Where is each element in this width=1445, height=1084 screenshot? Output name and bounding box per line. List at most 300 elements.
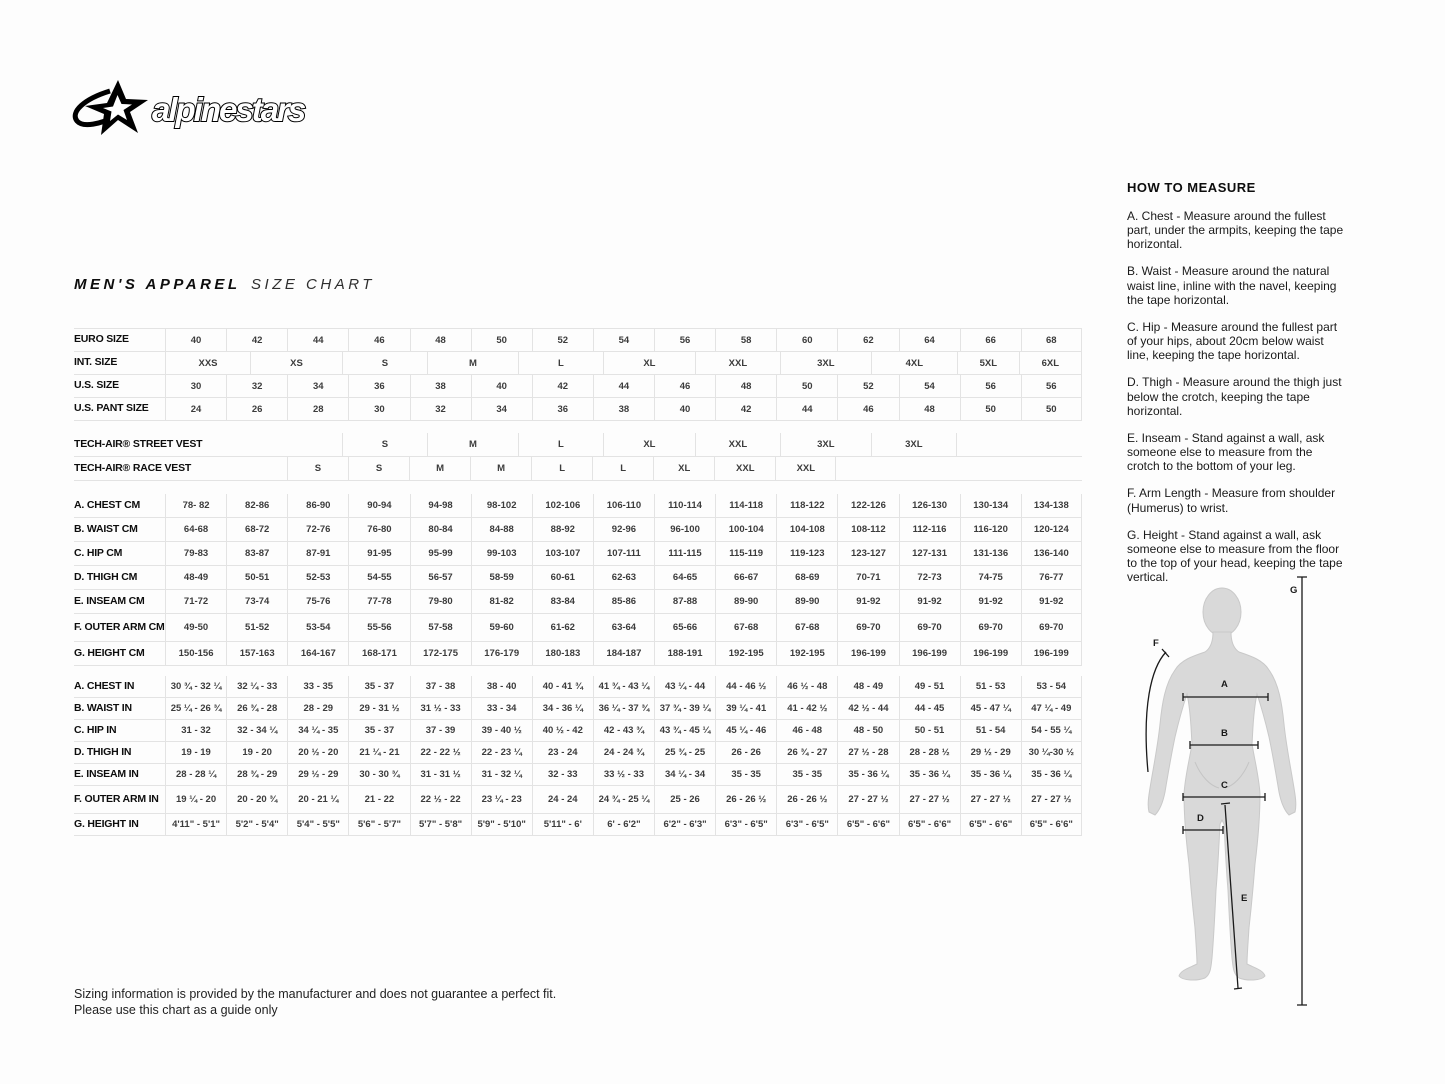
value-cell: 54	[899, 375, 960, 397]
row-label-tech-air-race-vest: TECH-AIR® RACE VEST	[74, 461, 192, 474]
row-label-g-height-in: G. HEIGHT IN	[74, 817, 139, 830]
value-cell: 89-90	[715, 590, 776, 613]
label-thigh: D	[1197, 813, 1204, 824]
value-cell: 91-92	[1021, 590, 1082, 613]
value-cell: 26 - 26 ½	[715, 786, 776, 813]
value-cell: 63-64	[593, 614, 654, 641]
value-cell: XS	[250, 352, 342, 374]
value-cell: 76-80	[348, 518, 409, 541]
value-cell: 123-127	[837, 542, 898, 565]
table-block-tech-air-vests	[74, 433, 1082, 481]
value-cell: 67-68	[715, 614, 776, 641]
how-to-measure-panel	[1127, 180, 1345, 597]
row-values	[165, 814, 1082, 835]
value-cell: 91-92	[960, 590, 1021, 613]
row-label-u-s-pant-size: U.S. PANT SIZE	[74, 402, 149, 415]
value-cell: 119-123	[776, 542, 837, 565]
value-cell: 180-183	[532, 642, 593, 665]
value-cell: 78- 82	[165, 494, 226, 517]
logo-wordmark: alpinestars	[152, 91, 305, 128]
row-label-f-outer-arm-cm: F. OUTER ARM CM	[74, 620, 165, 633]
table-row-tech-air-race-vest	[74, 457, 1082, 481]
label-hip: C	[1221, 780, 1228, 791]
value-cell: 52-53	[287, 566, 348, 589]
table-row-f-outer-arm-cm	[74, 614, 1082, 642]
value-cell: 46	[348, 329, 409, 351]
figure-head	[1203, 588, 1241, 636]
value-cell: S	[287, 457, 348, 480]
measure-instruction-e: E. Inseam - Stand against a wall, ask someone else to measure from the crotch to the bottom of your leg.	[1127, 430, 1325, 474]
value-cell: 40 ½ - 42	[532, 720, 593, 741]
table-block-measurements-cm	[74, 494, 1082, 666]
value-cell: 110-114	[654, 494, 715, 517]
value-cell: 37 ¾ - 39 ¼	[654, 698, 715, 719]
value-cell: 40 - 41 ¾	[532, 676, 593, 697]
value-cell: 20 ½ - 20	[287, 742, 348, 763]
value-cell: 35 - 36 ¼	[899, 764, 960, 785]
table-row-int-size	[74, 352, 1082, 375]
value-cell: 130-134	[960, 494, 1021, 517]
value-cell: 58-59	[471, 566, 532, 589]
value-cell: 60-61	[532, 566, 593, 589]
value-cell: 52	[837, 375, 898, 397]
value-cell: 44	[287, 329, 348, 351]
label-inseam: E	[1241, 893, 1248, 904]
table-row-d-thigh-in	[74, 742, 1082, 764]
value-cell: 19 - 19	[165, 742, 226, 763]
value-cell: 5'11" - 6'	[532, 814, 593, 835]
value-cell: 79-80	[410, 590, 471, 613]
value-cell: L	[518, 433, 603, 456]
value-cell: 66-67	[715, 566, 776, 589]
value-cell: 24 - 24	[532, 786, 593, 813]
value-cell: 44	[593, 375, 654, 397]
row-values	[165, 329, 1082, 351]
value-cell: 46	[837, 398, 898, 420]
measure-instruction-g: G. Height - Stand against a wall, ask someone else to measure from the floor to the top of your head, keeping the tape vertical.	[1127, 527, 1343, 585]
row-label-d-thigh-cm: D. THIGH CM	[74, 570, 138, 583]
value-cell: 30 - 30 ¾	[348, 764, 409, 785]
value-cell: 32 ¼ - 33	[226, 676, 287, 697]
value-cell: 126-130	[899, 494, 960, 517]
value-cell: 36 ¼ - 37 ¾	[593, 698, 654, 719]
alpinestars-logo	[70, 78, 330, 140]
value-cell: 112-116	[899, 518, 960, 541]
value-cell: 62	[837, 329, 898, 351]
value-cell: 3XL	[780, 433, 871, 456]
value-cell: 40	[165, 329, 226, 351]
value-cell: XXS	[165, 352, 250, 374]
row-values	[165, 742, 1082, 763]
value-cell: 89-90	[776, 590, 837, 613]
value-cell: 196-199	[960, 642, 1021, 665]
value-cell: 35 - 36 ¼	[837, 764, 898, 785]
value-cell: 53-54	[287, 614, 348, 641]
table-row-u-s-pant-size	[74, 398, 1082, 421]
value-cell: 69-70	[837, 614, 898, 641]
value-cell: 34	[471, 398, 532, 420]
height-line	[1297, 577, 1307, 1005]
value-cell: 46	[654, 375, 715, 397]
value-cell: 57-58	[410, 614, 471, 641]
empty-cell	[957, 433, 1082, 456]
value-cell: 106-110	[593, 494, 654, 517]
value-cell: 6'3" - 6'5"	[715, 814, 776, 835]
measure-instruction-b: B. Waist - Measure around the natural waist line, inline with the navel, keeping the tape horizontal.	[1127, 264, 1337, 307]
value-cell: 35 - 36 ¼	[1021, 764, 1082, 785]
measure-instruction-d: D. Thigh - Measure around the thigh just below the crotch, keeping the tape horizontal.	[1127, 375, 1342, 418]
value-cell: L	[592, 457, 653, 480]
value-cell: 73-74	[226, 590, 287, 613]
value-cell: 83-87	[226, 542, 287, 565]
value-cell: 68-69	[776, 566, 837, 589]
value-cell: 100-104	[715, 518, 776, 541]
value-cell: 22 ½ - 22	[410, 786, 471, 813]
value-cell: 31 - 32	[165, 720, 226, 741]
value-cell: L	[531, 457, 592, 480]
table-row-g-height-in	[74, 814, 1082, 836]
how-to-measure-heading: HOW TO MEASURE	[1127, 180, 1256, 195]
value-cell: 38	[410, 375, 471, 397]
value-cell: 164-167	[287, 642, 348, 665]
value-cell: 69-70	[1021, 614, 1082, 641]
value-cell: 5XL	[957, 352, 1019, 374]
value-cell: M	[409, 457, 470, 480]
value-cell: 48	[715, 375, 776, 397]
empty-cell	[165, 457, 287, 480]
value-cell: 116-120	[960, 518, 1021, 541]
value-cell: 44 - 46 ½	[715, 676, 776, 697]
value-cell: 98-102	[471, 494, 532, 517]
value-cell: 26 - 26 ½	[776, 786, 837, 813]
value-cell: 50-51	[226, 566, 287, 589]
value-cell: 77-78	[348, 590, 409, 613]
value-cell: 62-63	[593, 566, 654, 589]
value-cell: 54-55	[348, 566, 409, 589]
value-cell: 30	[348, 398, 409, 420]
value-cell: 68-72	[226, 518, 287, 541]
label-arm: F	[1153, 638, 1159, 649]
value-cell: 39 ¼ - 41	[715, 698, 776, 719]
value-cell: 45 ¼ - 46	[715, 720, 776, 741]
value-cell: 84-88	[471, 518, 532, 541]
value-cell: M	[427, 352, 518, 374]
value-cell: XXL	[695, 433, 780, 456]
value-cell: 88-92	[532, 518, 593, 541]
value-cell: 69-70	[899, 614, 960, 641]
value-cell: 26 ¾ - 28	[226, 698, 287, 719]
value-cell: M	[427, 433, 518, 456]
row-label-int-size: INT. SIZE	[74, 356, 118, 369]
value-cell: 35 - 35	[715, 764, 776, 785]
value-cell: 47 ¼ - 49	[1021, 698, 1082, 719]
value-cell: 134-138	[1021, 494, 1082, 517]
empty-cell	[165, 433, 342, 456]
disclaimer-line-1: Sizing information is provided by the manufacturer and does not guarantee a perfect fit.	[74, 987, 557, 1001]
value-cell: 60	[776, 329, 837, 351]
value-cell: 54	[593, 329, 654, 351]
value-cell: 30	[165, 375, 226, 397]
value-cell: 26 ¾ - 27	[776, 742, 837, 763]
table-row-f-outer-arm-in	[74, 786, 1082, 814]
value-cell: 188-191	[654, 642, 715, 665]
value-cell: 82-86	[226, 494, 287, 517]
value-cell: 25 - 26	[654, 786, 715, 813]
value-cell: S	[348, 457, 409, 480]
value-cell: 36	[532, 398, 593, 420]
value-cell: 32	[226, 375, 287, 397]
label-chest: A	[1221, 679, 1228, 690]
row-label-g-height-cm: G. HEIGHT CM	[74, 646, 145, 659]
table-block-measurements-in	[74, 676, 1082, 836]
value-cell: 37 - 39	[410, 720, 471, 741]
value-cell: 66	[960, 329, 1021, 351]
value-cell: 111-115	[654, 542, 715, 565]
value-cell: 114-118	[715, 494, 776, 517]
value-cell: 192-195	[776, 642, 837, 665]
value-cell: 48	[899, 398, 960, 420]
value-cell: 24 - 24 ¾	[593, 742, 654, 763]
value-cell: 42 ½ - 44	[837, 698, 898, 719]
value-cell: 24	[165, 398, 226, 420]
value-cell: 61-62	[532, 614, 593, 641]
value-cell: 108-112	[837, 518, 898, 541]
value-cell: 87-88	[654, 590, 715, 613]
value-cell: 196-199	[1021, 642, 1082, 665]
value-cell: 5'9" - 5'10"	[471, 814, 532, 835]
row-label-b-waist-cm: B. WAIST CM	[74, 522, 138, 535]
value-cell: 6'5" - 6'6"	[899, 814, 960, 835]
value-cell: 30 ¾ - 32 ¼	[165, 676, 226, 697]
value-cell: 172-175	[410, 642, 471, 665]
value-cell: 35 - 37	[348, 676, 409, 697]
value-cell: 65-66	[654, 614, 715, 641]
row-values	[165, 457, 1082, 480]
value-cell: 27 - 27 ½	[960, 786, 1021, 813]
value-cell: 54 - 55 ¼	[1021, 720, 1082, 741]
value-cell: 27 - 27 ½	[837, 786, 898, 813]
row-values	[165, 720, 1082, 741]
body-measurement-figure	[1135, 572, 1320, 1024]
row-values	[165, 676, 1082, 697]
value-cell: 51-52	[226, 614, 287, 641]
value-cell: 6'2" - 6'3"	[654, 814, 715, 835]
value-cell: 28 - 29	[287, 698, 348, 719]
row-label-u-s-size: U.S. SIZE	[74, 379, 119, 392]
value-cell: 70-71	[837, 566, 898, 589]
value-cell: 75-76	[287, 590, 348, 613]
row-values	[165, 375, 1082, 397]
value-cell: 196-199	[899, 642, 960, 665]
value-cell: 28 - 28 ½	[899, 742, 960, 763]
measure-instruction-a: A. Chest - Measure around the fullest part, under the armpits, keeping the tape horizontal.	[1127, 209, 1344, 252]
value-cell: 29 - 31 ½	[348, 698, 409, 719]
value-cell: 81-82	[471, 590, 532, 613]
row-label-d-thigh-in: D. THIGH IN	[74, 745, 132, 758]
value-cell: 102-106	[532, 494, 593, 517]
value-cell: 35 - 37	[348, 720, 409, 741]
value-cell: 26	[226, 398, 287, 420]
value-cell: 50	[960, 398, 1021, 420]
value-cell: 33 ½ - 33	[593, 764, 654, 785]
value-cell: 31 - 32 ¼	[471, 764, 532, 785]
value-cell: 26 - 26	[715, 742, 776, 763]
value-cell: 69-70	[960, 614, 1021, 641]
value-cell: 22 - 22 ½	[410, 742, 471, 763]
value-cell: 115-119	[715, 542, 776, 565]
value-cell: 5'6" - 5'7"	[348, 814, 409, 835]
value-cell: 19 ¼ - 20	[165, 786, 226, 813]
row-values	[165, 352, 1082, 374]
table-row-g-height-cm	[74, 642, 1082, 666]
table-row-c-hip-in	[74, 720, 1082, 742]
value-cell: 99-103	[471, 542, 532, 565]
value-cell: 56	[1021, 375, 1082, 397]
value-cell: 58	[715, 329, 776, 351]
value-cell: 104-108	[776, 518, 837, 541]
row-values	[165, 518, 1082, 541]
row-values	[165, 786, 1082, 813]
value-cell: 196-199	[837, 642, 898, 665]
how-to-measure-instructions	[1127, 209, 1345, 584]
value-cell: 23 ¼ - 23	[471, 786, 532, 813]
value-cell: 20 - 21 ¼	[287, 786, 348, 813]
table-row-d-thigh-cm	[74, 566, 1082, 590]
value-cell: 96-100	[654, 518, 715, 541]
value-cell: 91-92	[837, 590, 898, 613]
value-cell: 36	[348, 375, 409, 397]
value-cell: 118-122	[776, 494, 837, 517]
row-label-c-hip-cm: C. HIP CM	[74, 546, 123, 559]
value-cell: XXL	[714, 457, 775, 480]
value-cell: 3XL	[780, 352, 871, 374]
row-values	[165, 614, 1082, 641]
value-cell: 72-76	[287, 518, 348, 541]
value-cell: 5'4" - 5'5"	[287, 814, 348, 835]
measure-instruction-f: F. Arm Length - Measure from shoulder (Humerus) to wrist.	[1127, 486, 1336, 515]
value-cell: 74-75	[960, 566, 1021, 589]
value-cell: 6XL	[1019, 352, 1082, 374]
row-label-euro-size: EURO SIZE	[74, 333, 129, 346]
value-cell: 28 - 28 ¼	[165, 764, 226, 785]
value-cell: 27 - 27 ½	[1021, 786, 1082, 813]
row-label-f-outer-arm-in: F. OUTER ARM IN	[74, 792, 159, 805]
value-cell: 24 ¾ - 25 ¼	[593, 786, 654, 813]
value-cell: XL	[603, 433, 695, 456]
value-cell: 27 - 27 ½	[899, 786, 960, 813]
disclaimer	[74, 986, 556, 1019]
value-cell: 56	[960, 375, 1021, 397]
value-cell: XXL	[695, 352, 780, 374]
value-cell: 131-136	[960, 542, 1021, 565]
row-label-tech-air-street-vest: TECH-AIR® STREET VEST	[74, 437, 203, 450]
value-cell: 6' - 6'2"	[593, 814, 654, 835]
value-cell: 29 ½ - 29	[287, 764, 348, 785]
value-cell: 20 - 20 ¾	[226, 786, 287, 813]
page-title-sub: SIZE CHART	[251, 276, 375, 293]
value-cell: 55-56	[348, 614, 409, 641]
value-cell: 68	[1021, 329, 1082, 351]
value-cell: 40	[654, 398, 715, 420]
value-cell: 42	[532, 375, 593, 397]
value-cell: XL	[603, 352, 695, 374]
row-values	[165, 542, 1082, 565]
value-cell: 50	[471, 329, 532, 351]
value-cell: L	[518, 352, 603, 374]
value-cell: 87-91	[287, 542, 348, 565]
table-row-u-s-size	[74, 375, 1082, 398]
value-cell: 27 ½ - 28	[837, 742, 898, 763]
row-values	[165, 566, 1082, 589]
value-cell: 38 - 40	[471, 676, 532, 697]
value-cell: 50	[776, 375, 837, 397]
table-row-b-waist-cm	[74, 518, 1082, 542]
size-table	[74, 328, 1082, 836]
value-cell: 53 - 54	[1021, 676, 1082, 697]
value-cell: 31 - 31 ½	[410, 764, 471, 785]
value-cell: 4XL	[871, 352, 957, 374]
value-cell: 150-156	[165, 642, 226, 665]
table-row-a-chest-cm	[74, 494, 1082, 518]
value-cell: 34 ¼ - 35	[287, 720, 348, 741]
value-cell: S	[342, 433, 427, 456]
value-cell: 91-92	[899, 590, 960, 613]
value-cell: 192-195	[715, 642, 776, 665]
value-cell: 184-187	[593, 642, 654, 665]
value-cell: 21 - 22	[348, 786, 409, 813]
value-cell: 67-68	[776, 614, 837, 641]
value-cell: 29 ½ - 29	[960, 742, 1021, 763]
value-cell: 40	[471, 375, 532, 397]
value-cell: 136-140	[1021, 542, 1082, 565]
row-label-b-waist-in: B. WAIST IN	[74, 701, 132, 714]
value-cell: 3XL	[871, 433, 957, 456]
value-cell: 176-179	[471, 642, 532, 665]
table-block-sizes-header	[74, 328, 1082, 421]
value-cell: 38	[593, 398, 654, 420]
value-cell: S	[342, 352, 427, 374]
value-cell: 85-86	[593, 590, 654, 613]
value-cell: 48 - 50	[837, 720, 898, 741]
label-waist: B	[1221, 728, 1228, 739]
value-cell: XL	[653, 457, 714, 480]
row-label-c-hip-in: C. HIP IN	[74, 723, 117, 736]
value-cell: 32 - 34 ¼	[226, 720, 287, 741]
value-cell: 94-98	[410, 494, 471, 517]
value-cell: 83-84	[532, 590, 593, 613]
value-cell: 42	[226, 329, 287, 351]
value-cell: 34 ¼ - 34	[654, 764, 715, 785]
value-cell: 48	[410, 329, 471, 351]
value-cell: 44	[776, 398, 837, 420]
value-cell: 5'7" - 5'8"	[410, 814, 471, 835]
value-cell: 22 - 23 ¼	[471, 742, 532, 763]
value-cell: 76-77	[1021, 566, 1082, 589]
value-cell: 71-72	[165, 590, 226, 613]
value-cell: 80-84	[410, 518, 471, 541]
table-row-e-inseam-in	[74, 764, 1082, 786]
label-height: G	[1290, 585, 1298, 596]
value-cell: 72-73	[899, 566, 960, 589]
value-cell: 41 - 42 ½	[776, 698, 837, 719]
value-cell: 35 - 35	[776, 764, 837, 785]
value-cell: 86-90	[287, 494, 348, 517]
row-label-e-inseam-cm: E. INSEAM CM	[74, 594, 145, 607]
value-cell: 42 - 43 ¾	[593, 720, 654, 741]
value-cell: 6'3" - 6'5"	[776, 814, 837, 835]
value-cell: 23 - 24	[532, 742, 593, 763]
value-cell: 34	[287, 375, 348, 397]
